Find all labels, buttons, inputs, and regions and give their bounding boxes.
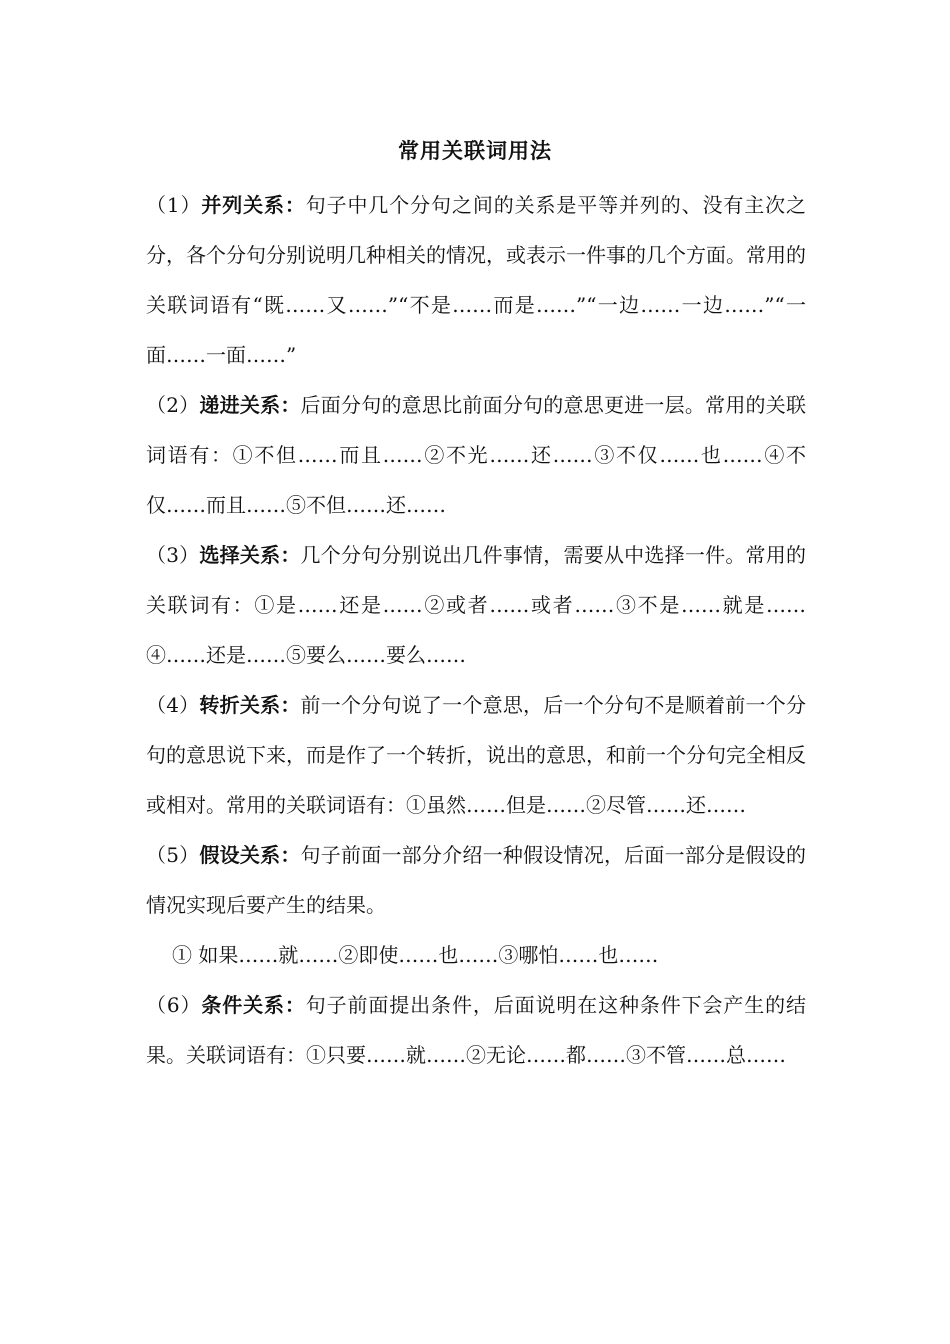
section-parallel <box>146 180 806 380</box>
section-hypothetical-examples: ① 如果……就……②即使……也……③哪怕……也…… <box>172 943 659 967</box>
section-progressive <box>146 380 806 530</box>
section-label: 选择关系： <box>199 543 301 567</box>
section-label: 假设关系： <box>199 843 301 867</box>
section-choice <box>146 530 806 680</box>
page-title: 常用关联词用法 <box>398 138 552 163</box>
section-text: 几个分句分别说出几件事情，需要从中选择一件。常用的关联词有：①是……还是……②或者……或者……③不是……就是……④……还是……⑤要么……要么…… <box>146 543 806 667</box>
section-adversative <box>146 680 806 830</box>
section-label: 并列关系： <box>201 193 306 217</box>
section-number: （3） <box>146 543 200 567</box>
section-conditional <box>146 980 806 1080</box>
section-number: （5） <box>146 843 200 867</box>
section-text: 句子前面提出条件，后面说明在这种条件下会产生的结果。关联词语有：①只要……就……②无论……都……③不管……总…… <box>146 993 807 1067</box>
section-text: 句子前面一部分介绍一种假设情况，后面一部分是假设的情况实现后要产生的结果。 <box>146 843 806 917</box>
section-label: 递进关系： <box>199 393 301 417</box>
section-number: （4） <box>146 693 200 717</box>
section-text: 前一个分句说了一个意思，后一个分句不是顺着前一个分句的意思说下来，而是作了一个转折，说出的意思，和前一个分句完全相反或相对。常用的关联词语有：①虽然……但是……②尽管……还…… <box>146 693 806 817</box>
section-label: 条件关系： <box>201 993 306 1017</box>
section-hypothetical <box>146 830 806 930</box>
section-number: （2） <box>146 393 200 417</box>
section-label: 转折关系： <box>199 693 301 717</box>
section-text: 句子中几个分句之间的关系是平等并列的、没有主次之分，各个分句分别说明几种相关的情况，或表示一件事的几个方面。常用的关联词语有“既……又……”“不是……而是……”“一边……一边……”“一面……一面……” <box>146 193 807 367</box>
section-number: （6） <box>146 993 202 1017</box>
section-number: （1） <box>146 193 202 217</box>
section-text: 后面分句的意思比前面分句的意思更进一层。常用的关联词语有：①不但……而且……②不光……还……③不仅……也……④不仅……而且……⑤不但……还…… <box>146 393 806 517</box>
document-body <box>146 180 806 1080</box>
